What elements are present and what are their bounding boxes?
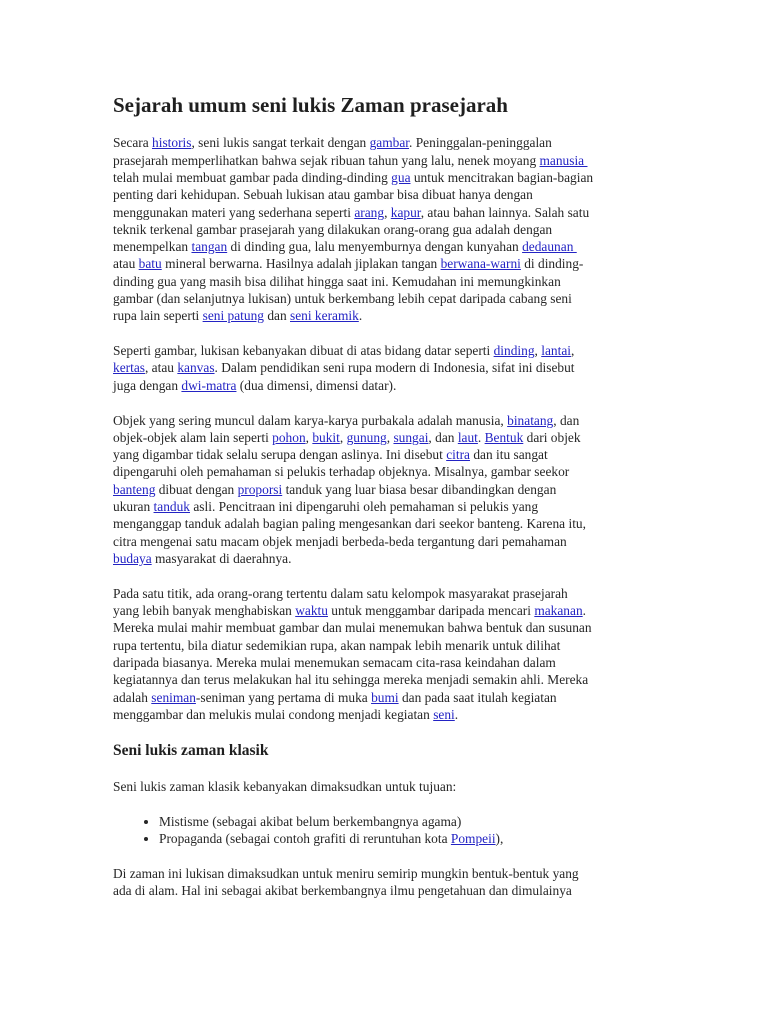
text-run: di dinding gua, lalu menyemburnya dengan kunyahan <box>227 239 523 255</box>
link-kertas[interactable]: kertas <box>113 360 145 376</box>
text-line <box>113 446 768 463</box>
link-bentuk[interactable]: Bentuk <box>484 429 524 445</box>
text-line <box>113 238 768 255</box>
text-run: (dua dimensi, dimensi datar). <box>236 377 397 393</box>
link-historis[interactable]: historis <box>152 135 192 151</box>
link-berwana-warni[interactable]: berwana-warni <box>440 256 521 272</box>
text-run: Mistisme (sebagai akibat belum berkembangnya agama) <box>159 813 462 829</box>
text-line <box>113 515 768 532</box>
text-line <box>113 186 768 203</box>
text-line <box>113 359 768 376</box>
text-run: Seperti gambar, lukisan kebanyakan dibuat di atas bidang datar seperti <box>113 343 494 359</box>
text-run: dibuat dengan <box>155 481 238 497</box>
text-line <box>113 550 768 567</box>
text-line <box>113 377 768 394</box>
text-run: , atau bahan lainnya. Salah satu <box>420 204 590 220</box>
text-run: dipengaruhi oleh pemahaman si pelukis terhadap objeknya. Misalnya, gambar seekor <box>113 464 570 480</box>
text-run: yang digambar tidak selalu serupa dengan aslinya. Ini disebut <box>113 447 447 463</box>
text-run: juga dengan <box>113 377 182 393</box>
link-kanvas[interactable]: kanvas <box>177 360 215 376</box>
paragraph-intro <box>113 134 768 324</box>
text-line <box>113 152 768 169</box>
text-run: menganggap tanduk adalah bagian paling mengesankan dari seekor banteng. Karena itu, <box>113 516 586 532</box>
text-run: dan <box>263 308 291 324</box>
text-run: masyarakat di daerahnya. <box>151 550 292 566</box>
text-line <box>113 134 768 151</box>
text-run: . <box>454 706 459 722</box>
link-kapur[interactable]: kapur <box>390 204 421 220</box>
text-line <box>113 342 768 359</box>
text-line <box>113 429 768 446</box>
text-line <box>113 204 768 221</box>
text-run: gambar (dan selanjutnya lukisan) untuk berkembang lebih cepat daripada cabang seni <box>113 291 572 307</box>
text-run: , <box>534 343 542 359</box>
text-run: . <box>582 603 587 619</box>
text-line <box>113 882 768 899</box>
text-run: , <box>570 343 575 359</box>
text-run: mineral berwarna. Hasilnya adalah jiplakan tangan <box>161 256 441 272</box>
text-run: . <box>358 308 363 324</box>
text-run: , dan <box>428 429 458 445</box>
paragraph-classic-era <box>113 865 768 900</box>
text-run: Di zaman ini lukisan dimaksudkan untuk meniru semirip mungkin bentuk-bentuk yang <box>113 865 579 881</box>
text-run: menggambar dan melukis mulai condong menjadi kegiatan <box>113 706 434 722</box>
text-run: rupa tertentu, bila diatur sedemikian rupa, akan nampak lebih menarik untuk dilihat <box>113 637 561 653</box>
link-seniman[interactable]: seniman <box>151 689 196 705</box>
text-line <box>113 255 768 272</box>
link-dedaunan[interactable]: dedaunan <box>522 239 577 255</box>
link-pompeii[interactable]: Pompeii <box>450 831 496 847</box>
list-item <box>159 813 768 830</box>
link-laut[interactable]: laut <box>457 429 478 445</box>
link-gua[interactable]: gua <box>391 169 411 185</box>
link-pohon[interactable]: pohon <box>272 429 306 445</box>
text-run: . Peninggalan-peninggalan <box>409 135 552 151</box>
text-run: , dan <box>553 412 580 428</box>
link-sungai[interactable]: sungai <box>393 429 429 445</box>
text-run: objek-objek alam lain seperti <box>113 429 273 445</box>
text-run: -seniman yang pertama di muka <box>195 689 372 705</box>
text-line <box>113 307 768 324</box>
text-line <box>113 498 768 515</box>
text-run: ukuran <box>113 499 154 515</box>
text-run: kegiatannya dan terus melakukan hal itu sehingga mereka menjadi semakin ahli. Mereka <box>113 672 589 688</box>
text-line <box>113 533 768 550</box>
text-line <box>113 463 768 480</box>
text-run: . Dalam pendidikan seni rupa modern di Indonesia, sifat ini disebut <box>214 360 575 376</box>
page-title: Sejarah umum seni lukis Zaman prasejarah <box>113 93 508 117</box>
text-line <box>113 585 768 602</box>
paragraph-media <box>113 342 768 394</box>
purpose-list <box>113 813 768 848</box>
link-seni-keramik[interactable]: seni keramik <box>290 308 359 324</box>
link-dwi-matra[interactable]: dwi-matra <box>181 377 237 393</box>
text-line <box>113 654 768 671</box>
link-waktu[interactable]: waktu <box>295 603 328 619</box>
text-run: dinding gua yang masih bisa dilihat hingga saat ini. Kemudahan ini memungkinkan <box>113 273 561 289</box>
text-run: Objek yang sering muncul dalam karya-karya purbakala adalah manusia, <box>113 412 508 428</box>
text-run: , <box>339 429 347 445</box>
text-run: Propaganda (sebagai contoh grafiti di reruntuhan kota <box>159 831 451 847</box>
text-run: ), <box>495 831 504 847</box>
link-manusia[interactable]: manusia <box>539 152 588 168</box>
text-line <box>113 602 768 619</box>
text-run: daripada biasanya. Mereka mulai menemukan semacam cita-rasa keindahan dalam <box>113 654 556 670</box>
list-item <box>159 830 768 847</box>
text-line: Seni lukis zaman klasik kebanyakan dimaksudkan untuk tujuan: <box>113 779 457 795</box>
text-run: , seni lukis sangat terkait dengan <box>191 135 370 151</box>
text-run: , <box>305 429 313 445</box>
text-line <box>113 481 768 498</box>
text-run: untuk mencitrakan bagian-bagian <box>410 169 594 185</box>
link-seni-patung[interactable]: seni patung <box>202 308 264 324</box>
link-gambar[interactable]: gambar <box>369 135 410 151</box>
link-bukit[interactable]: bukit <box>312 429 340 445</box>
text-run: , <box>386 429 394 445</box>
text-line <box>113 865 768 882</box>
text-line <box>113 221 768 238</box>
text-run: , <box>384 204 391 220</box>
paragraph-artists <box>113 585 768 723</box>
text-line <box>113 637 768 654</box>
text-run: teknik terkenal gambar prasejarah yang dilakukan orang-orang gua adalah dengan <box>113 221 553 237</box>
text-run: Mereka mulai mahir membuat gambar dan mulai menemukan bahwa bentuk dan susunan <box>113 620 592 636</box>
link-binatang[interactable]: binatang <box>507 412 554 428</box>
text-line <box>113 671 768 688</box>
text-run: menggunakan materi yang sederhana seperti <box>113 204 355 220</box>
text-line <box>113 689 768 706</box>
link-seni[interactable]: seni <box>433 706 455 722</box>
text-run: ada di alam. Hal ini sebagai akibat berkembangnya ilmu pengetahuan dan dimulainya <box>113 883 572 899</box>
paragraph-classic-intro <box>113 778 768 795</box>
link-lantai[interactable]: lantai <box>541 343 571 359</box>
text-line <box>113 273 768 290</box>
text-run: penting dari kehidupan. Sebuah lukisan atau gambar bisa dibuat hanya dengan <box>113 187 533 203</box>
text-line <box>113 290 768 307</box>
link-makanan[interactable]: makanan <box>534 603 583 619</box>
text-run: untuk menggambar daripada mencari <box>327 603 535 619</box>
section-heading-classic: Seni lukis zaman klasik <box>113 741 269 759</box>
link-batu[interactable]: batu <box>138 256 162 272</box>
text-line <box>113 169 768 186</box>
text-run: tanduk yang luar biasa besar dibandingkan dengan <box>282 481 557 497</box>
text-run: Secara <box>113 135 153 151</box>
text-run: telah mulai membuat gambar pada dinding-dinding <box>113 169 392 185</box>
link-banteng[interactable]: banteng <box>113 481 156 497</box>
text-line <box>113 706 768 723</box>
link-arang[interactable]: arang <box>354 204 385 220</box>
paragraph-objects <box>113 412 768 568</box>
link-gunung[interactable]: gunung <box>346 429 387 445</box>
text-run: menempelkan <box>113 239 192 255</box>
text-run: di dinding- <box>520 256 584 272</box>
text-run: yang lebih banyak menghabiskan <box>113 603 296 619</box>
link-tangan[interactable]: tangan <box>191 239 228 255</box>
link-bumi[interactable]: bumi <box>371 689 399 705</box>
text-run: . <box>477 429 485 445</box>
text-line <box>113 619 768 636</box>
link-dinding[interactable]: dinding <box>493 343 535 359</box>
text-run: dan pada saat itulah kegiatan <box>398 689 557 705</box>
text-run: rupa lain seperti <box>113 308 203 324</box>
text-run: citra mengenai satu macam objek menjadi berbeda-beda tergantung dari pemahaman <box>113 533 567 549</box>
text-run: atau <box>113 256 139 272</box>
link-budaya[interactable]: budaya <box>113 550 152 566</box>
text-run: prasejarah memperlihatkan bahwa sejak ribuan tahun yang lalu, nenek moyang <box>113 152 540 168</box>
text-run: dari objek <box>523 429 581 445</box>
link-proporsi[interactable]: proporsi <box>237 481 283 497</box>
text-run: asli. Pencitraan ini dipengaruhi oleh pemahaman si pelukis yang <box>190 499 539 515</box>
text-run: dan itu sangat <box>469 447 548 463</box>
text-line <box>113 412 768 429</box>
link-tanduk[interactable]: tanduk <box>153 499 190 515</box>
link-citra[interactable]: citra <box>446 447 470 463</box>
text-run: Pada satu titik, ada orang-orang tertentu dalam satu kelompok masyarakat prasejarah <box>113 585 568 601</box>
text-run: adalah <box>113 689 152 705</box>
text-run: , atau <box>144 360 178 376</box>
